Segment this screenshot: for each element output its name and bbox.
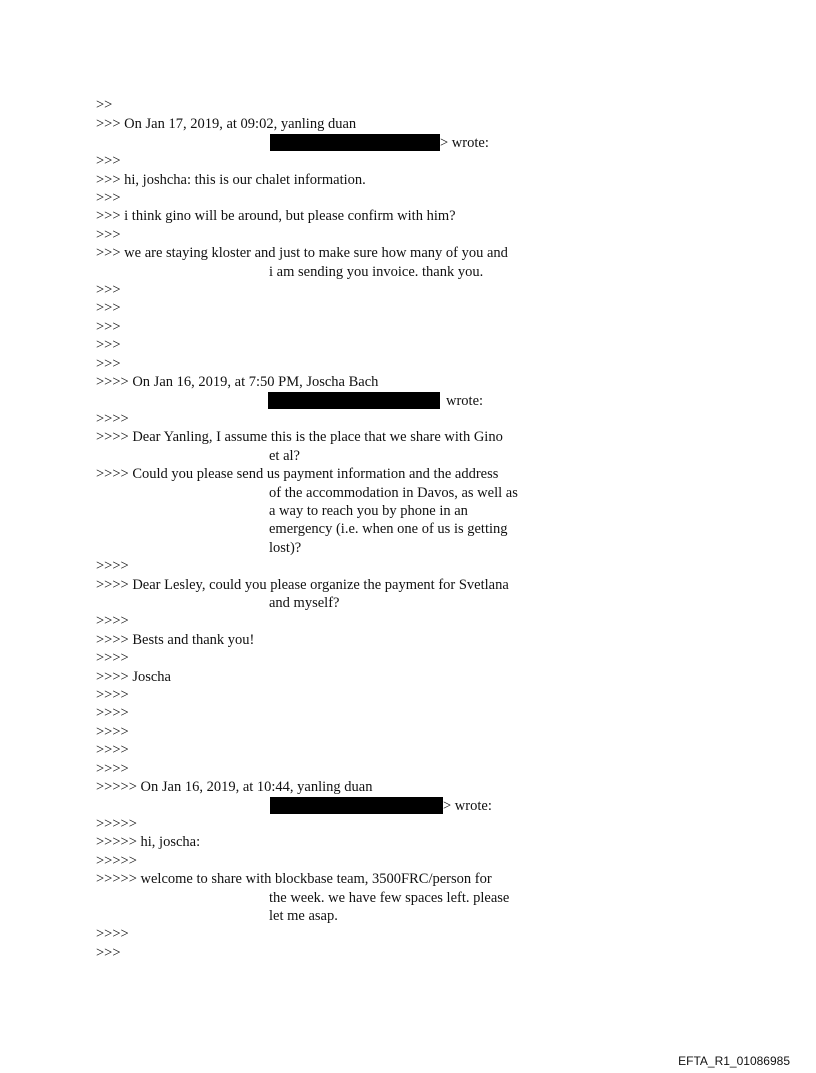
quote-line: >>> — [96, 945, 121, 961]
quote-line: >>>> Dear Yanling, I assume this is the place that we share with Gino — [96, 429, 503, 445]
quote-line: >>>>> — [96, 853, 137, 869]
quote-line: >>>>> hi, joscha: — [96, 834, 201, 850]
continuation-line: emergency (i.e. when one of us is getting — [269, 521, 508, 537]
quote-line: >>> we are staying kloster and just to make sure how many of you and — [96, 245, 508, 261]
quote-line: >>>> Joscha — [96, 669, 171, 685]
quote-line: >>> — [96, 227, 121, 243]
quote-line: >>>> Dear Lesley, could you please organize the payment for Svetlana — [96, 577, 509, 593]
continuation-line: lost)? — [269, 540, 302, 556]
quote-header-line: >>> On Jan 17, 2019, at 09:02, yanling duan — [96, 116, 357, 132]
continuation-line: of the accommodation in Davos, as well as — [269, 485, 518, 501]
quote-line: >>> — [96, 282, 121, 298]
quote-line: >>> — [96, 337, 121, 353]
quote-line: >>>> — [96, 687, 129, 703]
quote-line: >>>> — [96, 742, 129, 758]
continuation-line: a way to reach you by phone in an — [269, 503, 468, 519]
quote-header-line: >>>>> On Jan 16, 2019, at 10:44, yanling duan — [96, 779, 373, 795]
quote-line: >>>> — [96, 558, 129, 574]
quote-line: >>> — [96, 153, 121, 169]
redaction-bar — [268, 392, 440, 409]
quote-line: >>>> — [96, 761, 129, 777]
document-id-footer: EFTA_R1_01086985 — [678, 1054, 790, 1068]
quote-line: >>>> — [96, 926, 129, 942]
wrote-line: wrote: — [446, 393, 484, 409]
quote-line: >>>> — [96, 724, 129, 740]
quote-line: >>>>> — [96, 816, 137, 832]
quote-line: >>> i think gino will be around, but please confirm with him? — [96, 208, 456, 224]
quote-line: >>> — [96, 300, 121, 316]
quote-line: >>>> — [96, 411, 129, 427]
redaction-bar — [270, 134, 440, 151]
quote-line: >>>> Bests and thank you! — [96, 632, 255, 648]
quote-line: >>> — [96, 356, 121, 372]
quote-line: >>>> Could you please send us payment information and the address — [96, 466, 499, 482]
redaction-bar — [270, 797, 443, 814]
continuation-line: and myself? — [269, 595, 340, 611]
quote-line: >>>> — [96, 613, 129, 629]
continuation-line: et al? — [269, 448, 300, 464]
quote-line: >> — [96, 97, 113, 113]
continuation-line: let me asap. — [269, 908, 338, 924]
quote-line: >>>> — [96, 705, 129, 721]
quote-line: >>> hi, joshcha: this is our chalet information. — [96, 172, 366, 188]
wrote-line: > wrote: — [443, 798, 492, 814]
quote-line: >>> — [96, 319, 121, 335]
continuation-line: i am sending you invoice. thank you. — [269, 264, 484, 280]
wrote-line: > wrote: — [440, 135, 489, 151]
quote-line: >>> — [96, 190, 121, 206]
quote-line: >>>>> welcome to share with blockbase team, 3500FRC/person for — [96, 871, 492, 887]
continuation-line: the week. we have few spaces left. please — [269, 890, 510, 906]
quote-header-line: >>>> On Jan 16, 2019, at 7:50 PM, Joscha Bach — [96, 374, 379, 390]
quote-line: >>>> — [96, 650, 129, 666]
